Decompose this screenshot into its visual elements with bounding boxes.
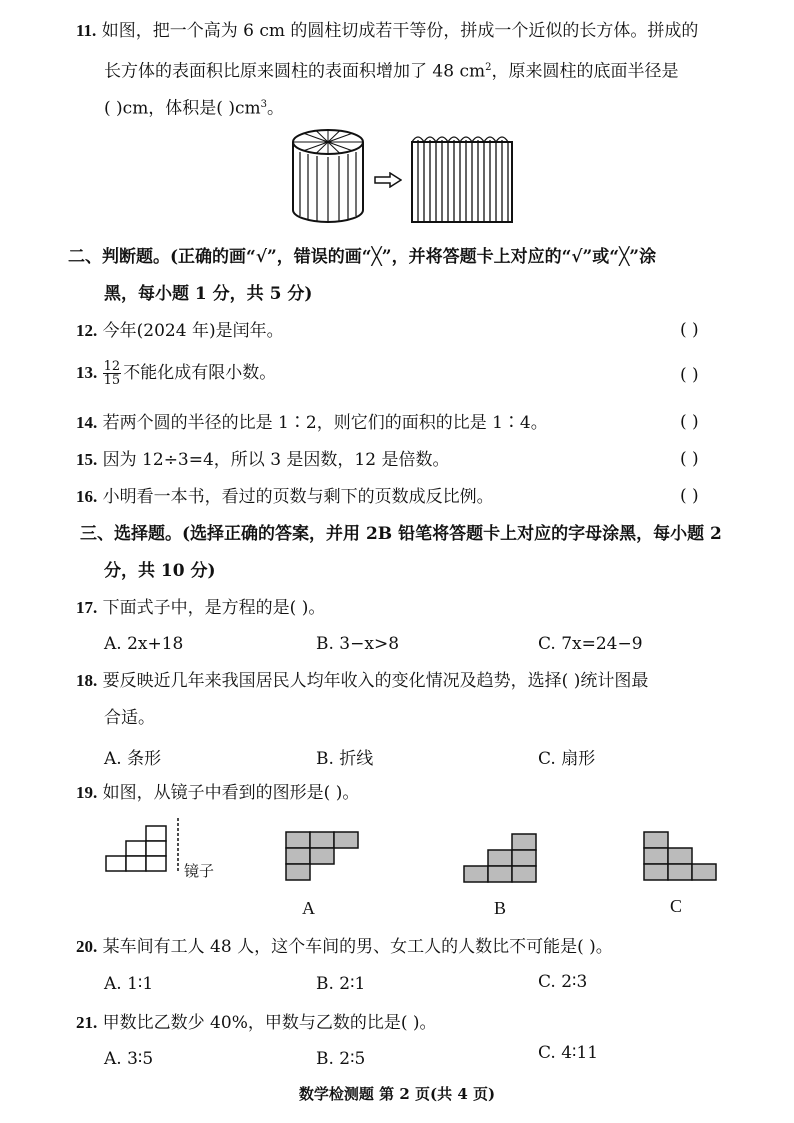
- q19-option-c-shape[interactable]: [642, 830, 718, 882]
- q17: [76, 597, 325, 619]
- section-3-heading: [80, 523, 722, 545]
- mirror-label: 镜子: [184, 862, 215, 880]
- q12-text: 今年(2024 年)是闰年。: [102, 321, 284, 341]
- q11-sup3: 3: [260, 99, 267, 110]
- q17-option-b[interactable]: B. 3−x>8: [316, 634, 400, 654]
- q18-line2: [104, 707, 155, 729]
- q13-fraction: [103, 360, 122, 387]
- q18-option-c[interactable]: C. 扇形: [538, 749, 596, 769]
- q18-text-2: 合适。: [104, 708, 155, 728]
- q11-text-3-tail: 。: [267, 98, 284, 119]
- q17-text: 下面式子中，是方程的是( )。: [102, 598, 326, 618]
- q18: [76, 670, 648, 692]
- q19-original-shape: [104, 824, 174, 874]
- section-2-text-2: 黑，每小题 1 分，共 5 分): [104, 284, 313, 304]
- q11-line3: [104, 94, 284, 120]
- q15: [76, 449, 449, 471]
- q16: [76, 486, 494, 508]
- q19-option-b-shape[interactable]: [462, 832, 538, 884]
- q18-number: 18.: [76, 671, 98, 690]
- q13-number: 13.: [76, 363, 98, 382]
- q20-option-c[interactable]: C. 2∶3: [538, 972, 588, 992]
- arrow-right-icon: [374, 172, 402, 188]
- q21: [76, 1012, 437, 1034]
- page-footer: 数学检测题 第 2 页(共 4 页): [298, 1085, 496, 1103]
- q11-sup2: 2: [485, 62, 492, 73]
- q21-text: 甲数比乙数少 40%，甲数与乙数的比是( )。: [102, 1013, 437, 1033]
- q18-text-1: 要反映近几年来我国居民人均年收入的变化情况及趋势，选择( )统计图最: [102, 671, 649, 691]
- q14-answer-blank[interactable]: ( ): [680, 412, 699, 432]
- q11-line1: [76, 20, 698, 42]
- cylinder-figure: [288, 126, 368, 226]
- section-2-heading-cont: [104, 283, 312, 305]
- q11-text-1: 如图，把一个高为 6 cm 的圆柱切成若干等份，拼成一个近似的长方体。拼成的: [101, 21, 699, 41]
- q12-number: 12.: [76, 321, 98, 340]
- q17-option-c[interactable]: C. 7x=24−9: [538, 634, 643, 654]
- q16-number: 16.: [76, 487, 98, 506]
- q16-text: 小明看一本书，看过的页数与剩下的页数成反比例。: [102, 487, 494, 507]
- q21-option-b[interactable]: B. 2∶5: [316, 1049, 366, 1069]
- q12: [76, 320, 284, 342]
- q19-option-a-shape[interactable]: [284, 830, 360, 882]
- q18-option-a[interactable]: A. 条形: [104, 749, 162, 769]
- q13-answer-blank[interactable]: ( ): [680, 365, 699, 385]
- q13-frac-bottom: 15: [103, 373, 121, 388]
- q12-answer-blank[interactable]: ( ): [680, 320, 699, 340]
- q13-frac-top: 12: [103, 359, 121, 374]
- q20-number: 20.: [76, 937, 98, 956]
- q19-text: 如图，从镜子中看到的图形是( )。: [102, 783, 360, 803]
- q11-text-2-tail: ，原来圆柱的底面半径是: [491, 61, 679, 82]
- q14: [76, 412, 548, 434]
- mirror-line: [176, 818, 180, 872]
- q15-text: 因为 12÷3=4，所以 3 是因数，12 是倍数。: [102, 450, 450, 470]
- section-3-heading-cont: [104, 560, 216, 582]
- q19: [76, 782, 359, 804]
- q15-answer-blank[interactable]: ( ): [680, 449, 699, 469]
- q21-option-a[interactable]: A. 3∶5: [104, 1049, 154, 1069]
- q21-option-c[interactable]: C. 4∶11: [538, 1043, 599, 1063]
- q16-answer-blank[interactable]: ( ): [680, 486, 699, 506]
- q20-option-a[interactable]: A. 1∶1: [104, 974, 154, 994]
- cuboid-figure: [408, 130, 518, 226]
- q19-number: 19.: [76, 783, 98, 802]
- q11-text-3: ( )cm，体积是( )cm: [104, 98, 261, 119]
- q14-number: 14.: [76, 413, 98, 432]
- section-3-text-1: 三、选择题。(选择正确的答案，并用 2B 铅笔将答题卡上对应的字母涂黑，每小题 2: [80, 524, 722, 544]
- q15-number: 15.: [76, 450, 98, 469]
- section-2-text-1: 二、判断题。(正确的画“√”，错误的画“╳”，并将答题卡上对应的“√”或“╳”涂: [68, 247, 657, 267]
- q19-label-a: A: [302, 898, 315, 918]
- section-3-text-2: 分，共 10 分): [104, 561, 216, 581]
- q17-option-a[interactable]: A. 2x+18: [104, 634, 184, 654]
- q19-label-c: C: [670, 896, 683, 916]
- q13: [76, 360, 276, 387]
- q17-number: 17.: [76, 598, 98, 617]
- q11-number: 11.: [76, 21, 97, 40]
- q20-text: 某车间有工人 48 人，这个车间的男、女工人的人数比不可能是( )。: [102, 937, 613, 957]
- q21-number: 21.: [76, 1013, 98, 1032]
- q19-label-b: B: [494, 898, 507, 918]
- q11-line2: [104, 57, 678, 83]
- q14-text: 若两个圆的半径的比是 1∶2，则它们的面积的比是 1∶4。: [102, 413, 548, 433]
- q11-text-2: 长方体的表面积比原来圆柱的表面积增加了 48 cm: [104, 61, 486, 82]
- q20-option-b[interactable]: B. 2∶1: [316, 974, 366, 994]
- q13-text: 不能化成有限小数。: [123, 363, 277, 383]
- q20: [76, 936, 613, 958]
- section-2-heading: [68, 246, 656, 268]
- q18-option-b[interactable]: B. 折线: [316, 749, 374, 769]
